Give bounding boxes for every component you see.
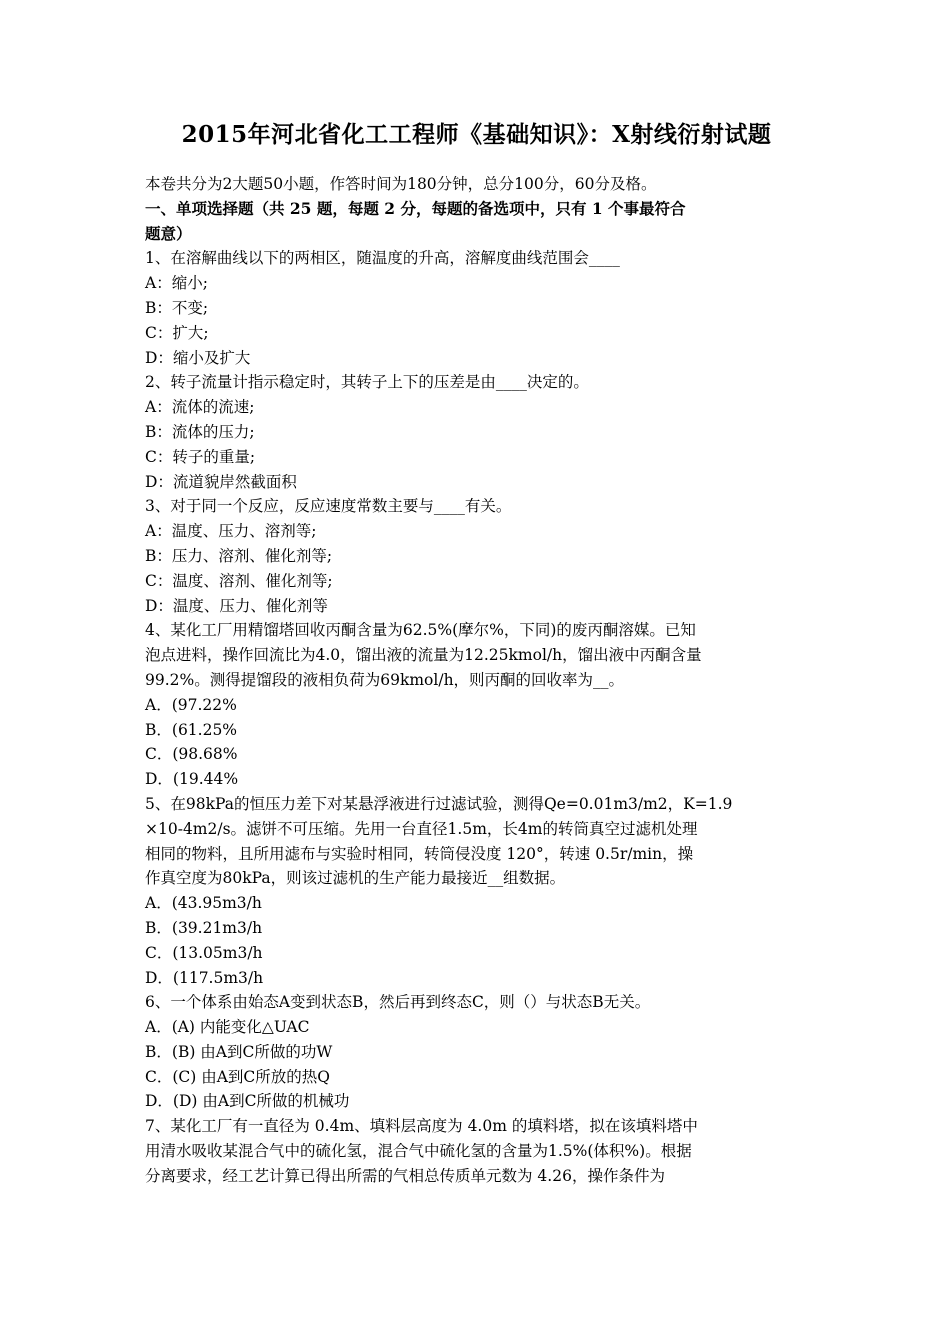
answer-option: D：温度、压力、催化剂等 <box>145 596 328 615</box>
question-stem: 7、某化工厂有一直径为 0.4m、填料层高度为 4.0m 的填料塔，拟在该填料塔中 <box>145 1117 698 1136</box>
answer-option: D．(D) 由A到C所做的机械功 <box>145 1092 350 1111</box>
question-stem: 泡点进料，操作回流比为4.0，馏出液的流量为12.25kmol/h，馏出液中丙酮含量 <box>145 646 702 665</box>
question-stem: 用清水吸收某混合气中的硫化氢，混合气中硫化氢的含量为1.5%(体积%)。根据 <box>145 1142 692 1161</box>
question-stem: 99.2%。测得提馏段的液相负荷为69kmol/h，则丙酮的回收率为__。 <box>145 670 625 689</box>
question-stem: 6、一个体系由始态A变到状态B，然后再到终态C，则（）与状态B无关。 <box>145 993 651 1012</box>
question-block <box>145 370 808 494</box>
question-stem: 相同的物料，且所用滤布与实验时相同，转筒侵没度 120°，转速 0.5r/min，操 <box>145 844 694 863</box>
question-block <box>145 618 808 792</box>
answer-option: D：流道貌岸然截面积 <box>145 472 297 491</box>
page-title: 2015年河北省化工工程师《基础知识》：X射线衍射试题 <box>181 121 772 148</box>
answer-option: A：缩小; <box>145 274 208 293</box>
answer-option: D：缩小及扩大 <box>145 348 251 367</box>
answer-option: C：转子的重量; <box>145 447 256 466</box>
answer-option: C．(C) 由A到C所放的热Q <box>145 1067 331 1086</box>
answer-option: B．(39.21m3/h <box>145 918 263 937</box>
answer-option: B．(61.25% <box>145 720 238 739</box>
question-block <box>145 792 808 990</box>
answer-option: A：流体的流速; <box>145 398 255 417</box>
answer-option: C．(13.05m3/h <box>145 943 263 962</box>
answer-option: C：温度、溶剂、催化剂等; <box>145 571 333 590</box>
answer-option: A：温度、压力、溶剂等; <box>145 522 317 541</box>
section-heading-line: 题意） <box>145 223 192 243</box>
answer-option: D．(117.5m3/h <box>145 968 264 987</box>
answer-option: B：流体的压力; <box>145 422 255 441</box>
question-stem: ×10-4m2/s。滤饼不可压缩。先用一台直径1.5m，长4m的转筒真空过滤机处理 <box>145 819 698 838</box>
answer-option: B：不变; <box>145 298 209 317</box>
section-heading-line: 一、单项选择题（共 25 题，每题 2 分，每题的备选项中，只有 1 个事最符合 <box>145 198 686 218</box>
question-block <box>145 1114 808 1188</box>
answer-option: C：扩大; <box>145 323 209 342</box>
question-block <box>145 494 808 618</box>
answer-option: A．(43.95m3/h <box>145 894 262 913</box>
question-stem: 分离要求，经工艺计算已得出所需的气相总传质单元数为 4.26，操作条件为 <box>145 1166 665 1185</box>
question-stem: 4、某化工厂用精馏塔回收丙酮含量为62.5%(摩尔%，下同)的废丙酮溶媒。已知 <box>145 621 696 640</box>
question-stem: 2、转子流量计指示稳定时，其转子上下的压差是由____决定的。 <box>145 373 589 392</box>
answer-option: A．(A) 内能变化△UAC <box>145 1018 310 1037</box>
exam-intro: 本卷共分为2大题50小题，作答时间为180分钟，总分100分，60分及格。 <box>145 175 657 193</box>
answer-option: D．(19.44% <box>145 770 239 789</box>
answer-option: C．(98.68% <box>145 745 238 764</box>
question-stem: 1、在溶解曲线以下的两相区，随温度的升高，溶解度曲线范围会____ <box>145 249 620 268</box>
question-block <box>145 990 808 1114</box>
question-block <box>145 246 808 370</box>
question-stem: 3、对于同一个反应，反应速度常数主要与____有关。 <box>145 497 512 516</box>
question-stem: 5、在98kPa的恒压力差下对某悬浮液进行过滤试验，测得Qe=0.01m3/m2，K=1.9 <box>145 794 733 813</box>
answer-option: B：压力、溶剂、催化剂等; <box>145 546 333 565</box>
answer-option: B．(B) 由A到C所做的功W <box>145 1042 333 1061</box>
question-stem: 作真空度为80kPa，则该过滤机的生产能力最接近__组数据。 <box>145 869 566 888</box>
answer-option: A．(97.22% <box>145 695 237 714</box>
